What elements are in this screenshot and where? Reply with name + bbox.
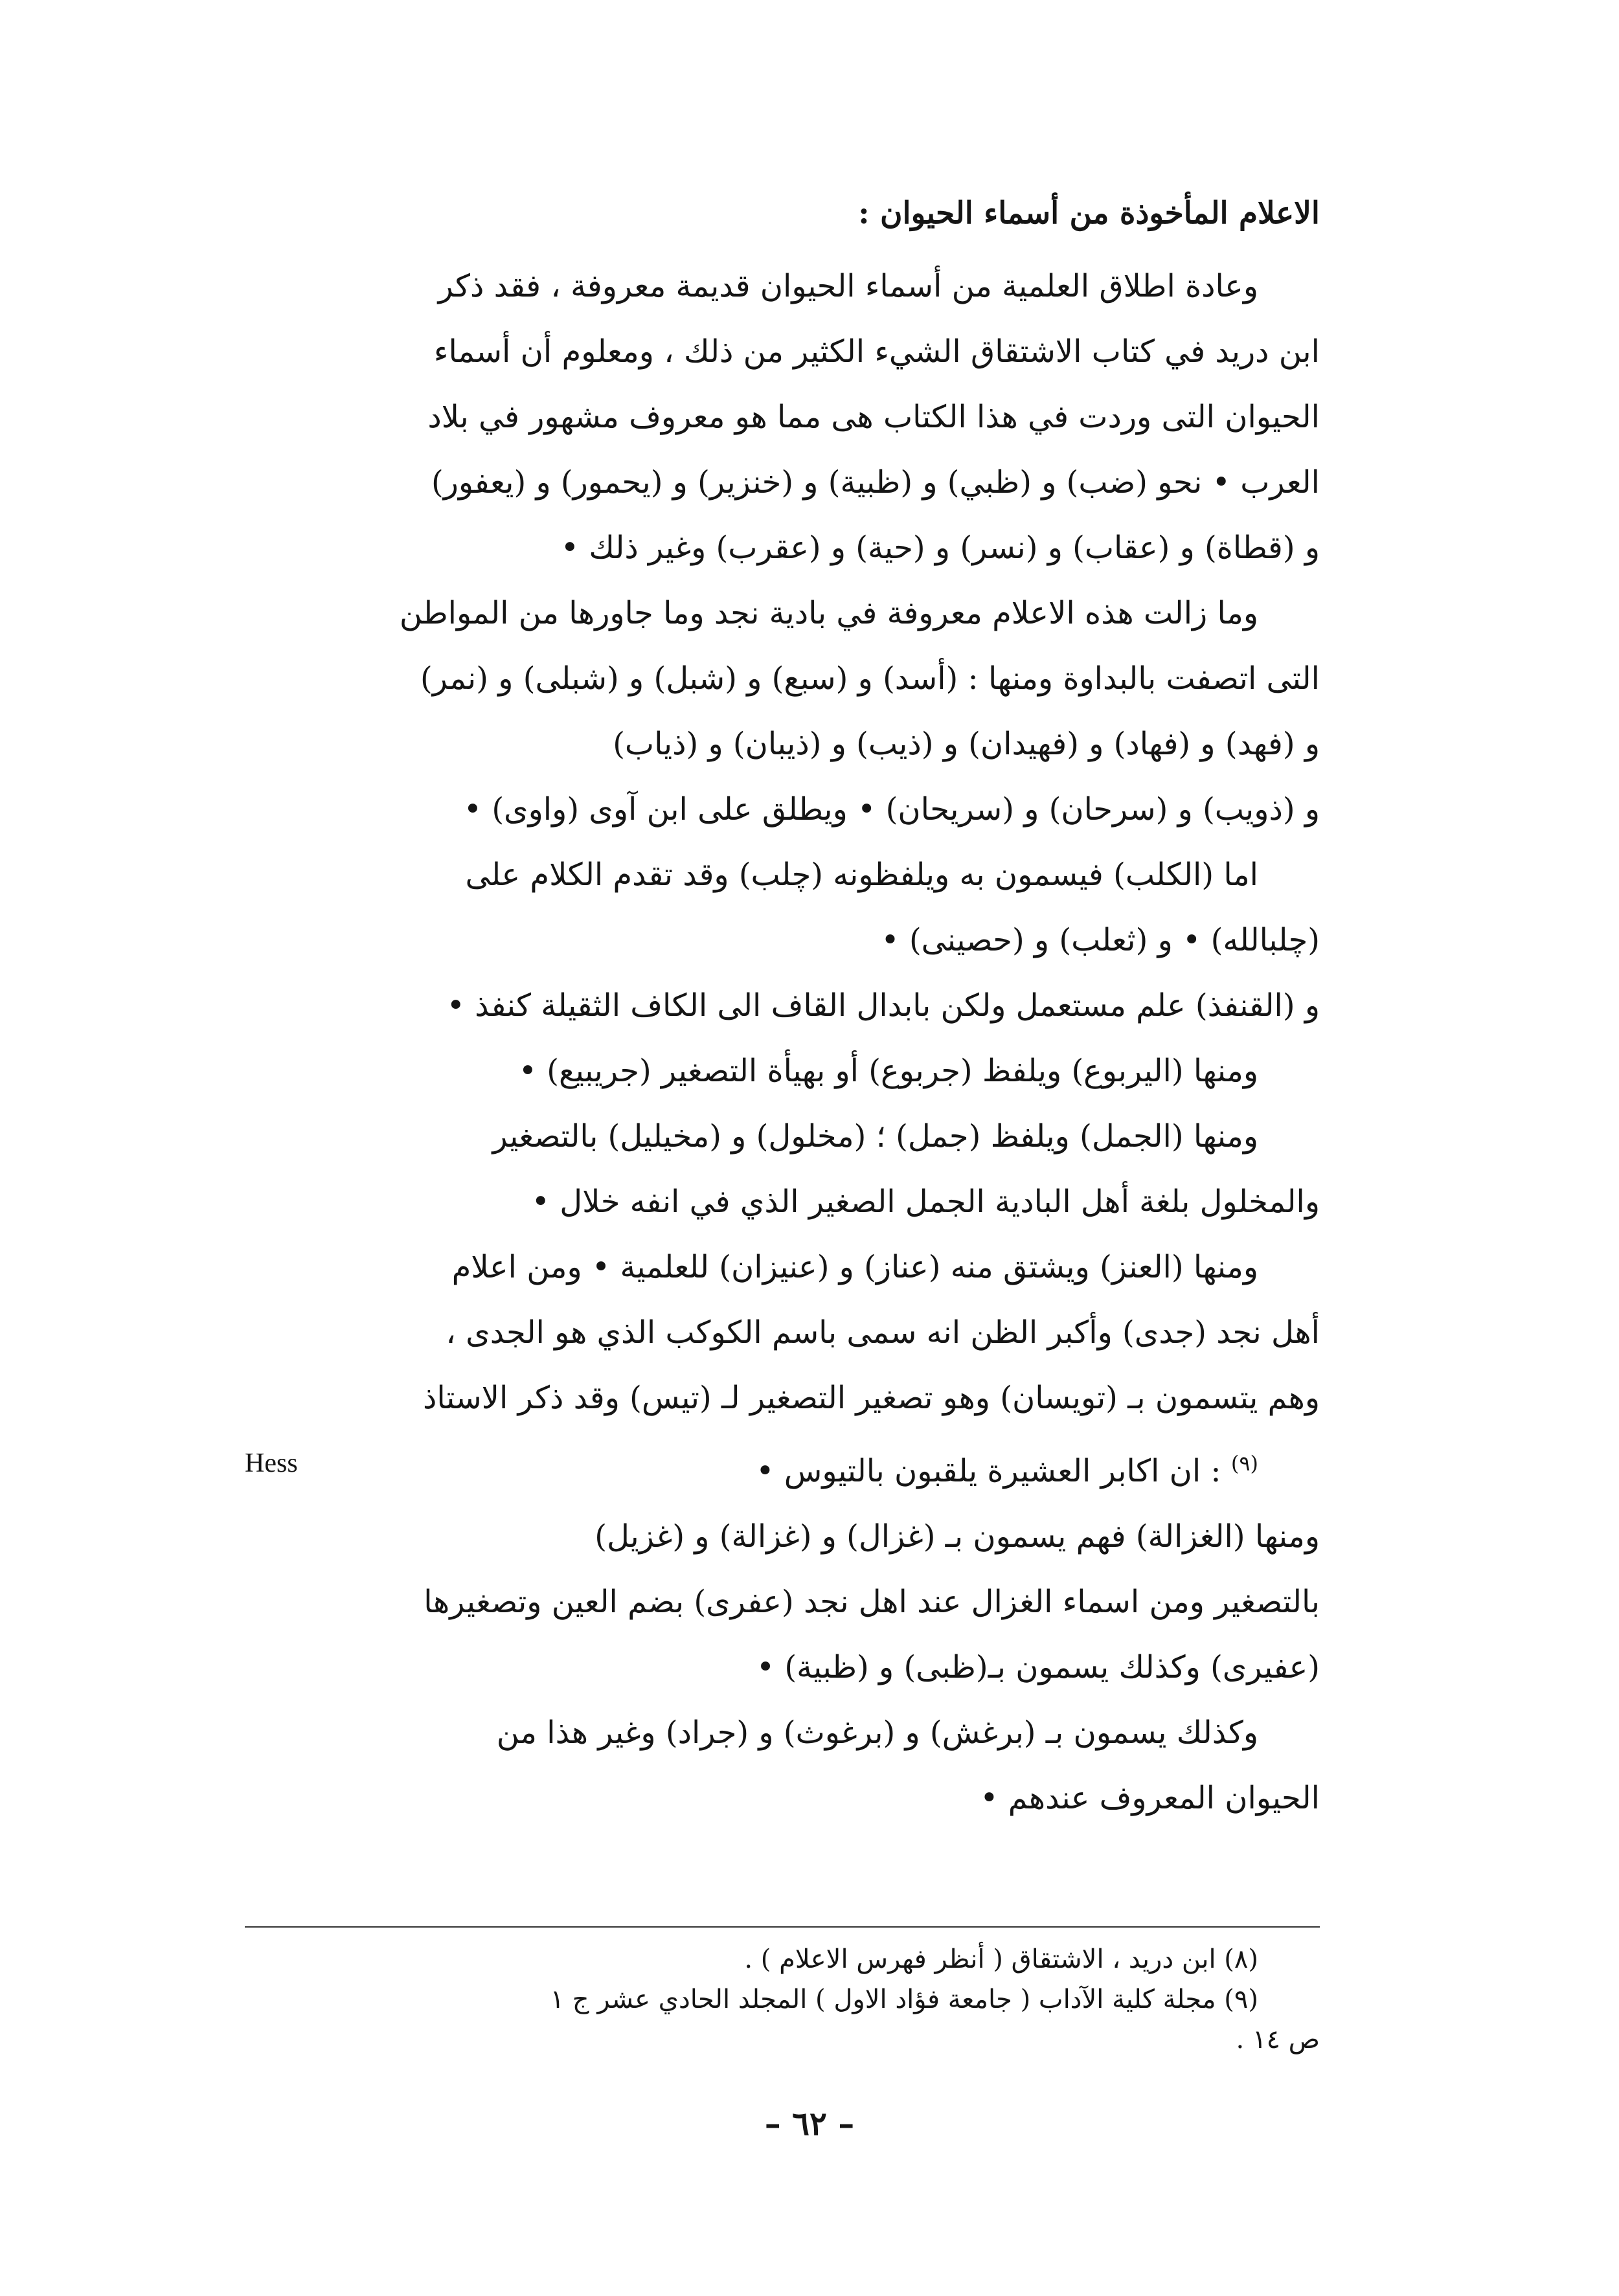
text-line: ابن دريد في كتاب الاشتقاق الشيء الكثير من ذلك ، ومعلوم أن أسماء: [433, 333, 1320, 370]
text-line: ومنها (العنز) ويشتق منه (عناز) و (عنيزان) للعلمية • ومن اعلام: [451, 1249, 1258, 1285]
text-line: و (القنفذ) علم مستعمل ولكن بابدال القاف الى الكاف الثقيلة كنفذ •: [446, 987, 1320, 1024]
paragraph-4: [245, 973, 1320, 1039]
footnote-8: (٨) ابن دريد ، الاشتقاق ( أنظر فهرس الاعلام ) .: [744, 1944, 1258, 1974]
footnote-divider: [245, 1926, 1320, 1928]
text-line: وما زالت هذه الاعلام معروفة في بادية نجد وما جاورها من المواطن: [399, 595, 1258, 631]
text-line: (عفيرى) وكذلك يسمون بـ(ظبى) و (ظبية) •: [756, 1649, 1320, 1685]
footnote-9-continuation: ص ١٤ .: [1236, 2025, 1320, 2054]
footnote-9: (٩) مجلة كلية الآداب ( جامعة فؤاد الاول ) المجلد الحادي عشر ج ١: [550, 1985, 1258, 2014]
text-line: أهل نجد (جدى) وأكبر الظن انه سمى باسم الكوكب الذي هو الجدى ،: [446, 1314, 1320, 1351]
text-line: الحيوان التى وردت في هذا الكتاب هى مما هو معروف مشهور في بلاد: [427, 399, 1320, 435]
text-line: التى اتصفت بالبداوة ومنها : (أسد) و (سبع) و (شبل) و (شبلى) و (نمر): [420, 660, 1320, 697]
text-line: العرب • نحو (ضب) و (ظبي) و (ظبية) و (خنزير) و (يحمور) و (يعفور): [431, 464, 1320, 501]
paragraph-2: [245, 581, 1320, 842]
text-line: بالتصغير ومن اسماء الغزال عند اهل نجد (عفرى) بضم العين وتصغيرها: [424, 1584, 1320, 1620]
footnote-ref: (٩): [1230, 1451, 1258, 1476]
text-line: ومنها (الجمل) ويلفظ (جمل) ؛ (مخلول) و (مخيليل) بالتصغير: [492, 1118, 1258, 1154]
paragraph-9: [245, 1700, 1320, 1831]
foreign-name: Hess: [245, 1448, 298, 1478]
text-line: (چلبالله) • و (ثعلب) و (حصينى) •: [881, 922, 1320, 958]
text-line: والمخلول بلغة أهل البادية الجمل الصغير الذي في انفه خلال •: [531, 1184, 1320, 1220]
paragraph-5: [245, 1039, 1320, 1104]
text-line: الحيوان المعروف عندهم •: [980, 1780, 1320, 1816]
text-line: و (قطاة) و (عقاب) و (نسر) و (حية) و (عقرب) وغير ذلك •: [560, 530, 1320, 566]
text-line: و (ذويب) و (سرحان) و (سريحان) • ويطلق على ابن آوى (واوى) •: [463, 791, 1320, 827]
page-number: – ٦٢ –: [764, 2104, 855, 2143]
paragraph-6: [245, 1104, 1320, 1235]
footnotes: [245, 1939, 1320, 2060]
paragraph-3: [245, 842, 1320, 973]
text-line: اما (الكلب) فيسمون به ويلفظونه (چلب) وقد تقدم الكلام على: [465, 857, 1258, 893]
text-line: ومنها (الغزالة) فهم يسمون بـ (غزال) و (غزالة) و (غزيل): [594, 1518, 1320, 1555]
text-line: ومنها (اليربوع) ويلفظ (جربوع) أو بهيأة التصغير (جريبيع) •: [518, 1053, 1258, 1089]
text-line: وهم يتسمون بـ (تويسان) وهو تصغير التصغير لـ (تيس) وقد ذكر الاستاذ: [422, 1380, 1320, 1416]
paragraph-7: [245, 1235, 1320, 1504]
page-body: [245, 188, 1320, 1831]
text-line: وكذلك يسمون بـ (برغش) و (برغوث) و (جراد) وغير هذا من: [496, 1715, 1258, 1751]
paragraph-1: [245, 254, 1320, 581]
section-heading: الاعلام المأخوذة من أسماء الحيوان :: [858, 196, 1320, 231]
text-line: و (فهد) و (فهاد) و (فهيدان) و (ذيب) و (ذيبان) و (ذياب): [613, 726, 1320, 762]
text-line-with-citation: [245, 1431, 1320, 1504]
text-line: وعادة اطلاق العلمية من أسماء الحيوان قديمة معروفة ، فقد ذكر: [438, 268, 1258, 304]
text-span: : ان اكابر العشيرة يلقبون بالتيوس •: [756, 1453, 1221, 1489]
paragraph-8: [245, 1504, 1320, 1700]
